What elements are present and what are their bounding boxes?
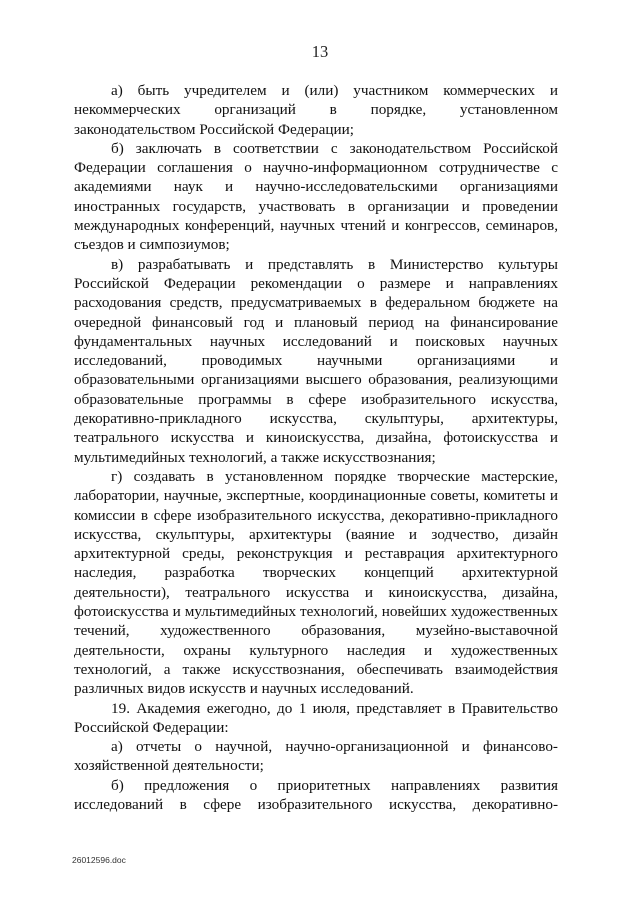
- paragraph-b-proposals: б) предложения о приоритетных направлениях развития исследований в сфере изобразительного искусства, декоративно-: [74, 776, 558, 813]
- paragraph-a-founder: а) быть учредителем и (или) участником коммерческих и некоммерческих организаций в порядке, установленном законодательством Российской Федерации;: [74, 82, 558, 138]
- paragraph-a-reports: а) отчеты о научной, научно-организационной и финансово-хозяйственной деятельности;: [74, 738, 558, 775]
- document-body: [74, 81, 558, 814]
- footer-filename: 26012596.doc: [72, 855, 126, 865]
- page-number: 13: [311, 42, 329, 61]
- paragraph-v-recommendations: в) разрабатывать и представлять в Министерство культуры Российской Федерации рекомендации о размере и направлениях расходования средств, предусматриваемых в федеральном бюджете на очередной финансовый год и плановый период на финансирование фундаментальных научных исследований и поисковых научных исследований, проводимых научными организациями и образовательными организациями высшего образования, реализующими образовательные программы в сфере изобразительного искусства, декоративно-прикладного искусства, скульптуры, архитектуры, театрального искусства и киноискусства, дизайна, фотоискусства и мультимедийных технологий, а также искусствознания;: [74, 255, 558, 466]
- paragraph-19-reports: 19. Академия ежегодно, до 1 июля, представляет в Правительство Российской Федерации:: [74, 699, 558, 736]
- paragraph-b-agreements: б) заключать в соответствии с законодательством Российской Федерации соглашения о научно-информационном сотрудничестве с академиями наук и научно-исследовательскими организациями иностранных государств, участвовать в организации и проведении международных конференций, научных чтений и конгрессов, семинаров, съездов и симпозиумов;: [74, 139, 558, 254]
- paragraph-g-workshops: г) создавать в установленном порядке творческие мастерские, лаборатории, научные, экспертные, координационные советы, комитеты и комиссии в сфере изобразительного искусства, декоративно-прикладного искусства, скульптуры, архитектуры (ваяние и зодчество, дизайн архитектурной среды, реконструкция и реставрация архитектурного наследия, разработка творческих концепций архитектурной деятельности), театрального искусства и киноискусства, дизайна, фотоискусства и мультимедийных технологий, новейших художественных течений, художественного образования, музейно-выставочной деятельности, охраны культурного наследия и художественных технологий, а также искусствознания, обеспечивать взаимодействия различных видов искусств и научных исследований.: [74, 467, 558, 698]
